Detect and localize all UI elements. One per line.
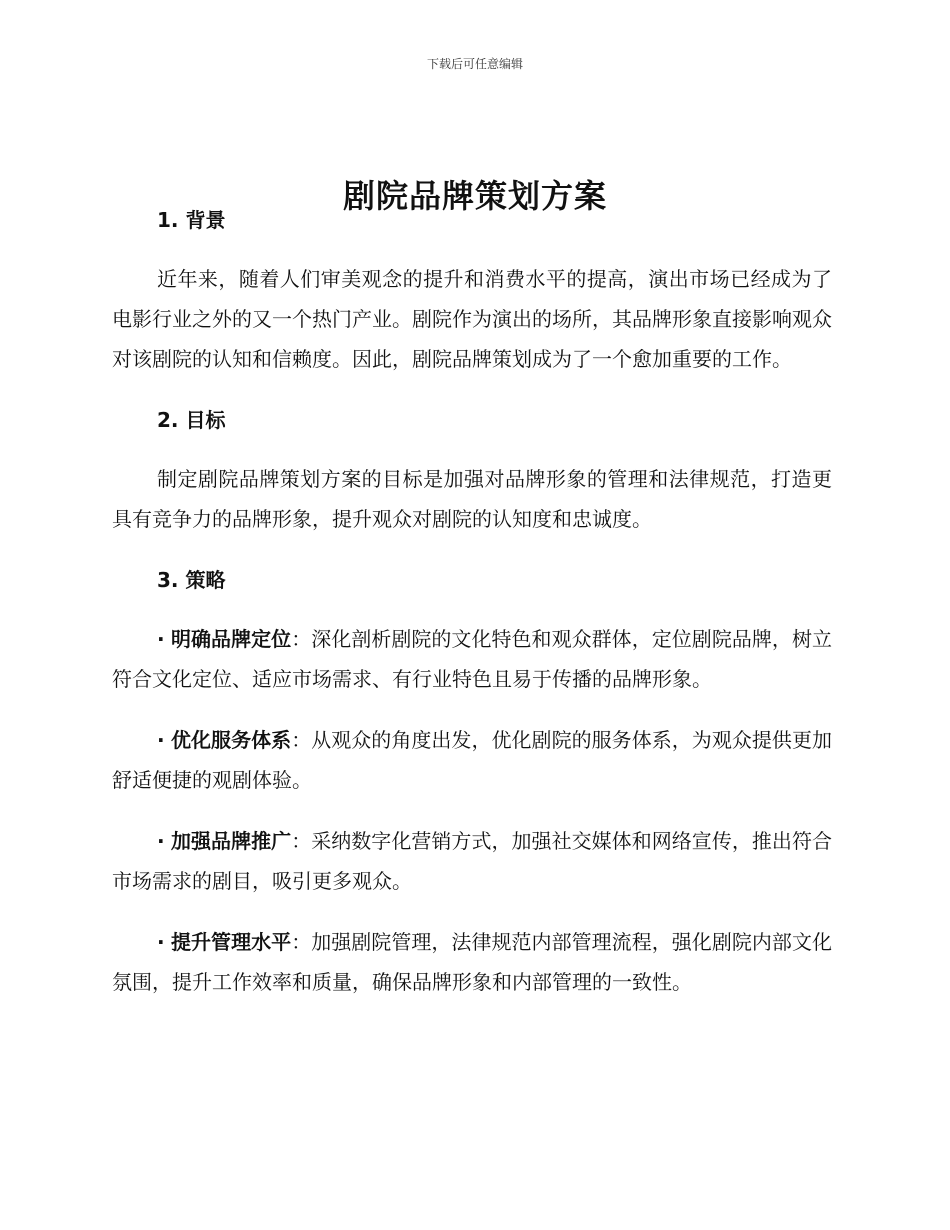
spacer — [112, 800, 832, 821]
strategy-term-management-level: 提升管理水平 — [171, 930, 292, 954]
paragraph-background: 近年来，随着人们审美观念的提升和消费水平的提高，演出市场已经成为了电影行业之外的又一个热门产业。剧院作为演出的场所，其品牌形象直接影响观众对该剧院的认知和信赖度。因此，剧院品牌策划成为了一个愈加重要的工作。 — [112, 267, 832, 371]
strategy-term-brand-promotion: 加强品牌推广 — [171, 829, 292, 853]
spacer — [112, 699, 832, 720]
strategy-item-management-level — [112, 922, 832, 1002]
section-strategy — [112, 563, 832, 1002]
section-background — [112, 203, 832, 379]
spacer — [112, 901, 832, 922]
section-heading-goal: 2. 目标 — [157, 408, 226, 432]
strategy-text-brand-promotion: ：采纳数字化营销方式，加强社交媒体和网络宣传，推出符合市场需求的剧目，吸引更多观众。 — [112, 829, 832, 893]
strategy-term-service-system: 优化服务体系 — [171, 728, 292, 752]
spacer — [112, 539, 832, 563]
strategy-item-service-system — [112, 720, 832, 800]
strategy-text-service-system: ：从观众的角度出发，优化剧院的服务体系，为观众提供更加舒适便捷的观剧体验。 — [112, 728, 832, 792]
section-heading-background: 1. 背景 — [157, 208, 226, 232]
bullet-marker: · — [157, 627, 165, 651]
document-content — [112, 203, 832, 1002]
bullet-marker: · — [157, 728, 165, 752]
strategy-text-brand-positioning: ：深化剖析剧院的文化特色和观众群体，定位剧院品牌，树立符合文化定位、适应市场需求、有行业特色且易于传播的品牌形象。 — [112, 627, 832, 691]
spacer — [112, 437, 832, 459]
section-goal — [112, 403, 832, 539]
section-heading-strategy: 3. 策略 — [157, 568, 226, 592]
strategy-term-brand-positioning: 明确品牌定位 — [171, 627, 292, 651]
bullet-marker: · — [157, 829, 165, 853]
header-note: 下载后可任意编辑 — [426, 57, 523, 71]
spacer — [112, 597, 832, 619]
spacer — [112, 237, 832, 259]
page-title: 剧院品牌策划方案 — [342, 177, 607, 216]
strategy-item-brand-positioning — [112, 619, 832, 699]
strategy-text-management-level: ：加强剧院管理，法律规范内部管理流程，强化剧院内部文化氛围，提升工作效率和质量，确保品牌形象和内部管理的一致性。 — [112, 930, 832, 994]
strategy-item-brand-promotion — [112, 821, 832, 901]
paragraph-goal: 制定剧院品牌策划方案的目标是加强对品牌形象的管理和法律规范，打造更具有竞争力的品牌形象，提升观众对剧院的认知度和忠诚度。 — [112, 467, 832, 531]
spacer — [112, 379, 832, 403]
bullet-marker: · — [157, 930, 165, 954]
